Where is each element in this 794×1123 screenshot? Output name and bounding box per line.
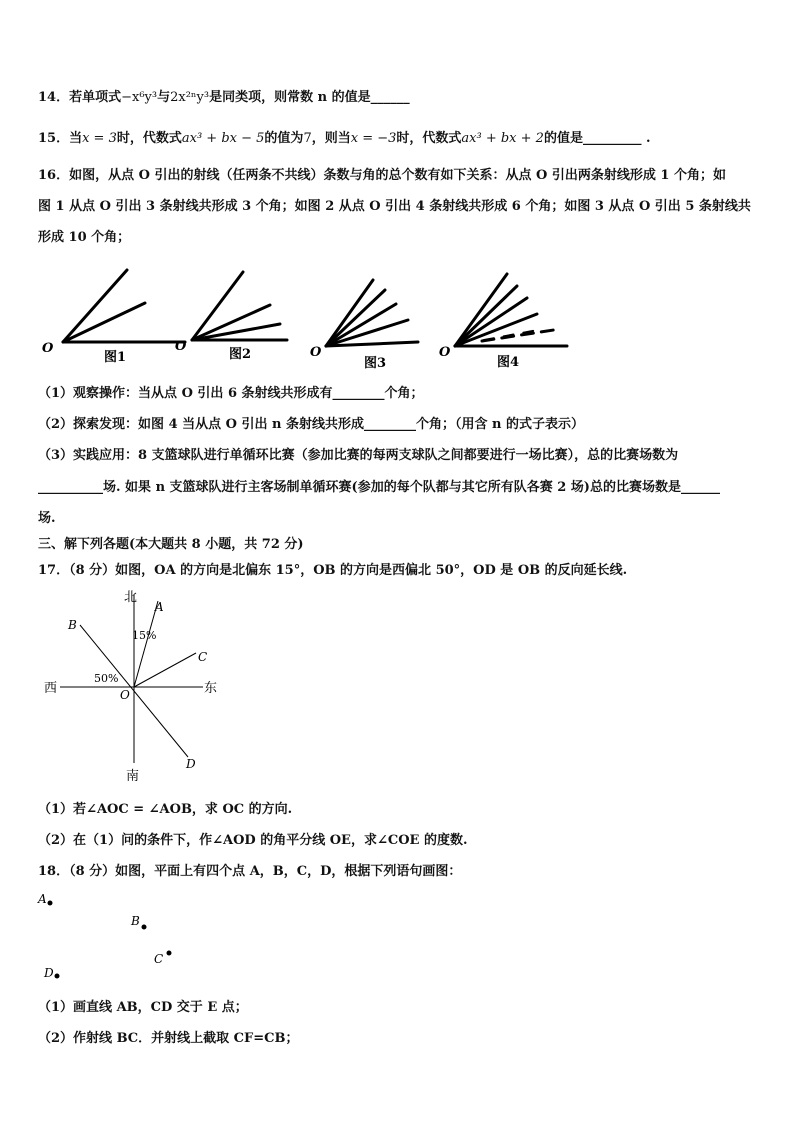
label-south: 南 — [126, 769, 140, 784]
q15-part-2: 时，代数式 — [116, 131, 182, 146]
fig4-caption: 图4 — [497, 355, 520, 370]
label-angle-15: 15% — [132, 629, 157, 642]
question-15 — [38, 131, 651, 147]
fig2-ray-2 — [192, 324, 280, 340]
q15-expression-1: ax³ + bx − 5 — [181, 131, 265, 146]
label-point-d: D — [186, 757, 196, 771]
q15-part-4: ，则当 — [311, 131, 351, 146]
fig2-origin-label: O — [175, 339, 187, 354]
fig1-ray-3 — [63, 270, 127, 342]
label-west: 西 — [44, 681, 58, 696]
question-17-sub-2: （2）在（1）问的条件下，作∠AOD 的角平分线 OE，求∠COE 的度数. — [38, 833, 468, 848]
section-3-heading: 三、解下列各题(本大题共 8 小题，共 72 分) — [38, 537, 304, 552]
fig1-ray-2 — [63, 303, 145, 342]
label-east: 东 — [204, 681, 218, 696]
point-b-dot — [142, 925, 147, 930]
label-point-a: A — [38, 892, 47, 906]
label-point-o: O — [120, 688, 130, 702]
point-d-dot — [55, 974, 60, 979]
question-16-line-3: 形成 10 个角； — [38, 230, 131, 245]
q15-value: 7 — [303, 131, 312, 146]
q14-monomial-2: 2x²ⁿy³ — [170, 90, 210, 105]
fig3-origin-label: O — [310, 345, 322, 360]
point-c-dot — [167, 951, 172, 956]
question-18-sub-2: （2）作射线 BC．并射线上截取 CF=CB； — [38, 1031, 299, 1046]
question-16-line-2: 图 1 从点 O 引出 3 条射线共形成 3 个角；如图 2 从点 O 引出 4 条射线共形成 6 个角；如图 3 从点 O 引出 5 条射线共 — [38, 199, 751, 214]
question-16-sub-3: （3）实践应用：8 支篮球队进行单循环比赛（参加比赛的每两支球队之间都要进行一场比赛），总的比赛场数为 — [38, 448, 679, 463]
fig3-caption: 图3 — [364, 356, 387, 371]
q14-mid: 与 — [157, 90, 171, 105]
q15-expression-2: ax³ + bx + 2 — [461, 131, 544, 146]
fig1-origin-label: O — [42, 341, 54, 356]
q15-part-1: 15．当 — [38, 131, 83, 146]
label-point-b: B — [131, 914, 140, 928]
question-16-sub-2: （2）探索发现：如图 4 当从点 O 引出 n 条射线共形成________个角；（用含 n 的式子表示） — [38, 417, 585, 432]
label-point-c: C — [198, 650, 208, 664]
fig1-caption: 图1 — [104, 350, 127, 365]
label-north: 北 — [124, 590, 138, 605]
point-a-dot — [48, 901, 53, 906]
question-17: 17．（8 分）如图，OA 的方向是北偏东 15°，OB 的方向是西偏北 50°，OD 是 OB 的反向延长线. — [38, 563, 628, 578]
label-point-a: A — [155, 600, 164, 614]
q17-compass-diagram — [38, 585, 238, 785]
q15-part-6: 的值是_________ . — [543, 131, 651, 146]
q14-suffix: 是同类项，则常数 n 的值是______ — [209, 90, 410, 105]
q18-points-diagram — [30, 885, 210, 985]
question-18: 18．（8 分）如图，平面上有四个点 A，B，C，D，根据下列语句画图： — [38, 864, 462, 879]
q15-condition-2: x = −3 — [350, 131, 397, 146]
label-point-d: D — [44, 966, 54, 980]
question-17-sub-1: （1）若∠AOC = ∠AOB，求 OC 的方向. — [38, 802, 293, 817]
fig3-ray-5 — [326, 280, 373, 346]
question-18-sub-1: （1）画直线 AB，CD 交于 E 点； — [38, 1000, 248, 1015]
question-16-sub-3-end: 场. — [38, 511, 56, 526]
question-14 — [38, 90, 410, 106]
ray-oc — [134, 653, 196, 687]
label-point-c: C — [154, 952, 164, 966]
q15-part-3: 的值为 — [264, 131, 304, 146]
fig3-ray-3 — [326, 304, 396, 346]
fig4-origin-label: O — [439, 345, 451, 360]
label-point-b: B — [68, 618, 77, 632]
question-16-sub-3-continued: __________场. 如果 n 支篮球队进行主客场制单循环赛(参加的每个队都与其它所有队各赛 2 场)总的比赛场数是______ — [38, 480, 720, 495]
question-16-line-1: 16．如图，从点 O 引出的射线（任两条不共线）条数与角的总个数有如下关系：从点 O 引出两条射线形成 1 个角；如 — [38, 168, 726, 183]
question-16-sub-1: （1）观察操作：当从点 O 引出 6 条射线共形成有________个角； — [38, 386, 424, 401]
q14-monomial-1: −x⁶y³ — [121, 90, 158, 105]
q15-part-5: 时，代数式 — [396, 131, 462, 146]
q14-prefix: 14．若单项式 — [38, 90, 122, 105]
fig2-caption: 图2 — [229, 347, 252, 362]
label-angle-50: 50% — [94, 672, 119, 685]
q16-figures — [30, 260, 590, 375]
q15-condition-1: x = 3 — [82, 131, 117, 146]
